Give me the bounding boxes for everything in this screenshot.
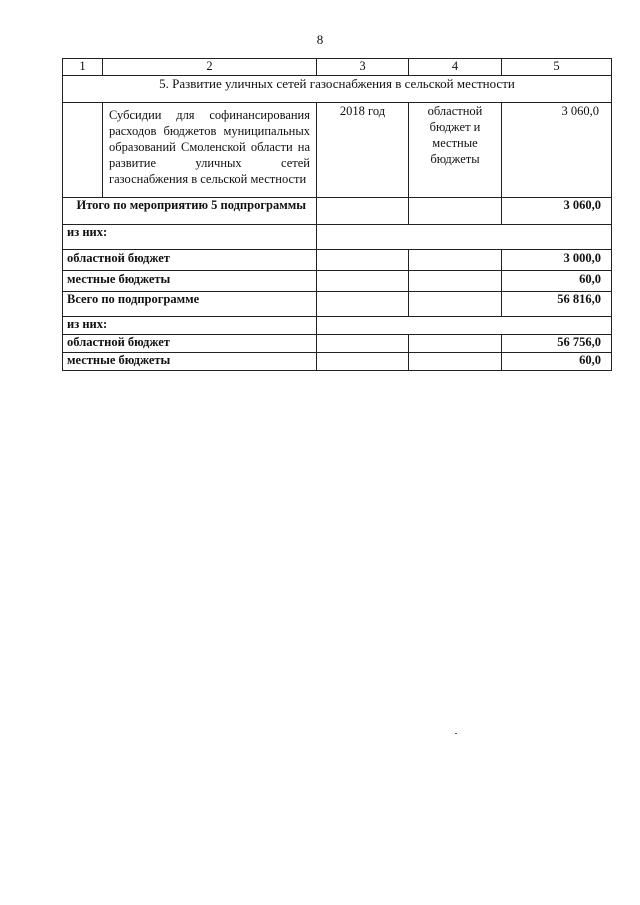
empty-cell	[317, 292, 409, 317]
page-number: 8	[316, 32, 324, 47]
local-budgets-value: 60,0	[502, 271, 612, 292]
scan-speck	[455, 733, 457, 734]
measure-amount: 3 060,0	[502, 103, 612, 198]
column-header-4: 4	[409, 59, 502, 76]
table-header-row	[63, 59, 612, 76]
column-header-3: 3	[317, 59, 409, 76]
budget-table	[62, 58, 612, 371]
column-header-2: 2	[103, 59, 317, 76]
funding-source-line: бюджеты	[430, 152, 480, 166]
measure-description-line: газоснабжения в сельской местности	[109, 172, 307, 186]
measure-year: 2018 год	[317, 103, 409, 198]
measure-total-value: 3 060,0	[502, 198, 612, 225]
measure-total-label: Итого по мероприятию 5 подпрограммы	[63, 198, 317, 225]
column-header-5: 5	[502, 59, 612, 76]
of-which-row	[63, 317, 612, 335]
empty-cell	[317, 271, 409, 292]
regional-budget-label: областной бюджет	[63, 250, 317, 271]
measure-description-line: расходов бюджетов муниципальных	[109, 124, 310, 138]
section-row	[63, 76, 612, 103]
regional-budget-row	[63, 250, 612, 271]
empty-cell	[409, 353, 502, 371]
measure-number-cell	[63, 103, 103, 198]
measure-description-line: Субсидии для софинансирования	[109, 108, 310, 122]
empty-cell	[317, 353, 409, 371]
empty-cell	[317, 317, 612, 335]
local-budgets-row	[63, 271, 612, 292]
measure-description-line: образований Смоленской области на	[109, 140, 310, 154]
empty-cell	[317, 198, 409, 225]
empty-cell	[409, 292, 502, 317]
measure-description-line: развитие уличных сетей	[109, 156, 310, 170]
section-title: 5. Развитие уличных сетей газоснабжения в сельской местности	[63, 76, 612, 103]
local-budgets-label: местные бюджеты	[63, 353, 317, 371]
subprogram-total-label: Всего по подпрограмме	[63, 292, 317, 317]
regional-budget-value: 3 000,0	[502, 250, 612, 271]
local-budgets-value: 60,0	[502, 353, 612, 371]
of-which-row	[63, 225, 612, 250]
local-budgets-row	[63, 353, 612, 371]
of-which-label: из них:	[63, 225, 317, 250]
empty-cell	[409, 198, 502, 225]
funding-source-line: местные	[432, 136, 478, 150]
empty-cell	[317, 335, 409, 353]
empty-cell	[409, 250, 502, 271]
regional-budget-value: 56 756,0	[502, 335, 612, 353]
empty-cell	[409, 335, 502, 353]
funding-source-line: областной	[427, 104, 483, 118]
regional-budget-label: областной бюджет	[63, 335, 317, 353]
empty-cell	[317, 250, 409, 271]
of-which-label: из них:	[63, 317, 317, 335]
column-header-1: 1	[63, 59, 103, 76]
subprogram-total-row	[63, 292, 612, 317]
measure-total-row	[63, 198, 612, 225]
regional-budget-row	[63, 335, 612, 353]
funding-source-line: бюджет и	[429, 120, 481, 134]
subprogram-total-value: 56 816,0	[502, 292, 612, 317]
local-budgets-label: местные бюджеты	[63, 271, 317, 292]
measure-funding-source	[409, 103, 502, 198]
measure-row	[63, 103, 612, 198]
empty-cell	[317, 225, 612, 250]
measure-description	[103, 103, 317, 198]
empty-cell	[409, 271, 502, 292]
